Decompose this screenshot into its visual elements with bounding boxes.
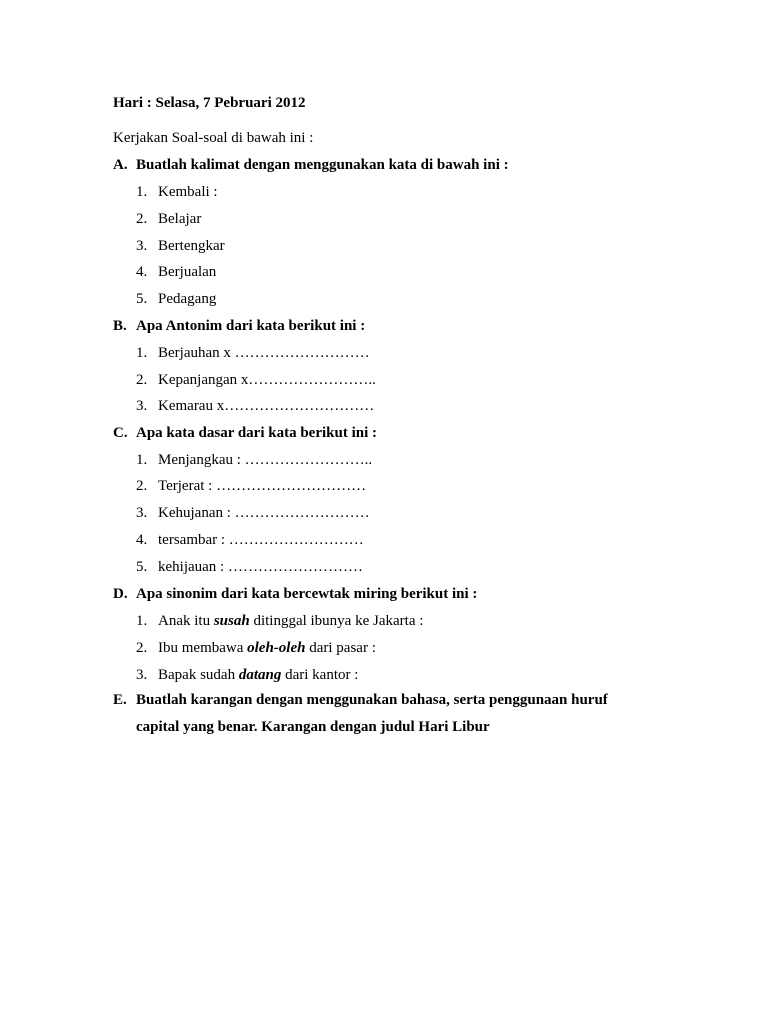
list-item-number: 2. <box>136 478 148 494</box>
list-item-number: 3. <box>136 667 148 683</box>
section-d-title: Apa sinonim dari kata bercewtak miring berikut ini : <box>136 586 478 602</box>
section-e-title-line1: Buatlah karangan dengan menggunakan bahasa, serta penggunaan huruf <box>136 692 608 708</box>
item-text-pre: Ibu membawa <box>158 640 248 656</box>
list-item-number: 2. <box>136 372 148 388</box>
list-item: Menjangkau : …………………….. <box>158 452 373 468</box>
list-item-number: 1. <box>136 184 148 200</box>
item-text-post: ditinggal ibunya ke Jakarta : <box>249 613 424 629</box>
list-item: tersambar : ……………………… <box>158 532 364 548</box>
instruction-line: Kerjakan Soal-soal di bawah ini : <box>113 130 314 146</box>
list-item-number: 4. <box>136 532 148 548</box>
item-text-post: dari kantor : <box>281 667 359 683</box>
list-item-number: 1. <box>136 345 148 361</box>
section-e-title-line2: capital yang benar. Karangan dengan judul Hari Libur <box>136 719 490 735</box>
list-item-number: 3. <box>136 398 148 414</box>
list-item <box>158 639 376 657</box>
list-item-number: 3. <box>136 238 148 254</box>
list-item-number: 3. <box>136 505 148 521</box>
section-c-title: Apa kata dasar dari kata berikut ini : <box>136 425 378 441</box>
section-d-letter: D. <box>113 586 128 602</box>
section-a-letter: A. <box>113 157 128 173</box>
list-item: Pedagang <box>158 291 217 307</box>
section-e-letter: E. <box>113 692 127 708</box>
date-line: Hari : Selasa, 7 Pebruari 2012 <box>113 95 306 111</box>
list-item <box>158 666 358 684</box>
section-c-letter: C. <box>113 425 128 441</box>
item-text-post: dari pasar : <box>305 640 376 656</box>
item-text-pre: Bapak sudah <box>158 667 239 683</box>
list-item-number: 1. <box>136 613 148 629</box>
list-item: kehijauan : ……………………… <box>158 559 363 575</box>
list-item-number: 2. <box>136 640 148 656</box>
list-item-number: 2. <box>136 211 148 227</box>
section-a-title: Buatlah kalimat dengan menggunakan kata di bawah ini : <box>136 157 509 173</box>
list-item: Belajar <box>158 211 202 227</box>
italic-keyword: oleh-oleh <box>247 640 306 656</box>
italic-keyword: datang <box>238 667 282 683</box>
list-item: Kepanjangan x…………………….. <box>158 372 376 388</box>
section-b-letter: B. <box>113 318 127 334</box>
list-item: Bertengkar <box>158 238 225 254</box>
list-item: Kehujanan : ……………………… <box>158 505 370 521</box>
list-item: Terjerat : ………………………… <box>158 478 367 494</box>
list-item-number: 5. <box>136 559 148 575</box>
item-text-pre: Anak itu <box>158 613 214 629</box>
list-item: Berjauhan x ……………………… <box>158 345 370 361</box>
list-item-number: 5. <box>136 291 148 307</box>
list-item-number: 1. <box>136 452 148 468</box>
italic-keyword: susah <box>213 613 250 629</box>
list-item: Berjualan <box>158 264 217 280</box>
list-item: Kemarau x………………………… <box>158 398 375 414</box>
section-b-title: Apa Antonim dari kata berikut ini : <box>136 318 366 334</box>
list-item <box>158 612 423 630</box>
list-item-number: 4. <box>136 264 148 280</box>
list-item: Kembali : <box>158 184 218 200</box>
